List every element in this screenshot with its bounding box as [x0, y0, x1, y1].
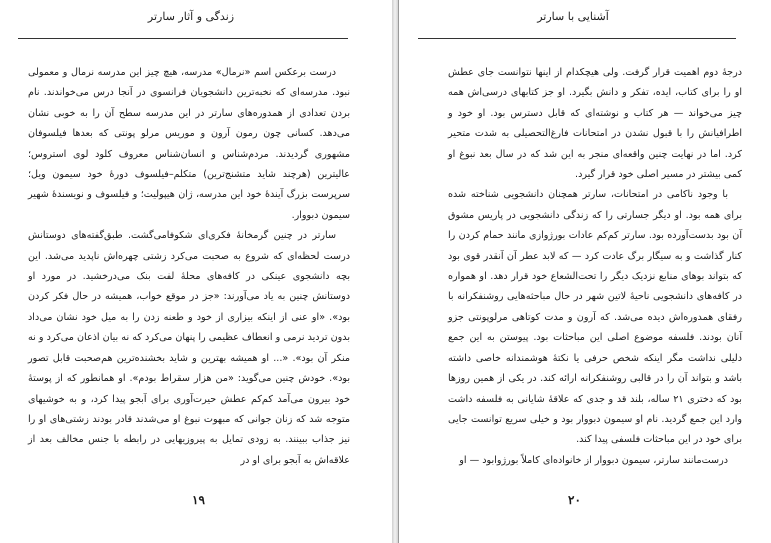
paragraph: درست‌مانند سارتر، سیمون دبووار از خانواده‌ای کاملاً بورژوابود — او: [459, 454, 728, 466]
running-head-right: آشنایی با سارتر: [537, 10, 609, 23]
paragraph: سارتر در چنین گرمخانهٔ فکری‌ای شکوفامی‌گشت. طبق‌گفته‌های دوستانش درست لحظه‌ای که شروع به صحبت می‌کرد زشتی چهره‌اش ناپدید می‌شد. این بچه دانشجوی عینکی در کافه‌های محلهٔ لفت بنک می‌درخشید. در مورد او دوستانش چنین به یاد می‌آورند: «جز در موقع خواب، همیشه در حال فکر کردن بود». «او عنی از اینکه بیزاری از خود و طعنه زدن را به میل خود نشان می‌داد بدون تردید نرمی و انعطاف عظیمی را پنهان می‌کرد که نه بیان اذعان می‌کرد و نه منکر آن بود». «... او همیشه بهترین و شاید بخشنده‌ترین هم‌صحبت قابل تصور بود». خودش چنین می‌گوید: «من هزار سقراط بودم». او همانطور که از پوستهٔ خود بیرون می‌آمد کم‌کم عطش حیرت‌آوری برای آبجو پیدا کرد، و به خوشیهای متوجه شد که زنان جوانی که مبهوت نبوغ او می‌شدند قادر بودند زشتی‌های او را نیز جذاب ببینند. به زودی تمایل به پیروزیهایی در رابطه با جنس مخالف بعد از علاقه‌اش به آبجو برای او در: [28, 230, 350, 466]
header-rule-left: [18, 38, 348, 39]
paragraph: با وجود ناکامی در امتحانات، سارتر همچنان دانشجویی شناخته شده برای همه بود. او دیگر جسارتی را که زندگی دانشجویی در پاریس مشوق آن بود بدست‌آورده بود. سارتر کم‌کم عادات بورژوازی مانند حمام کردن را کنار گذاشت و به سیگار برگ عادت کرد — که لابد عطر آن آنقدر قوی بود که بتواند بوهای منابع نزدیک دیگر را تحت‌الشعاع خود قرار دهد. او همواره در کافه‌های دانشجویی ناحیهٔ لاتین شهر در حال مباحثه‌هایی روشنفکرانه با رفقای همدوره‌اش دیده می‌شد. که آرون و مدت کوتاهی مرلوپونتی جزو آنان بودند. فلسفه موضوع اصلی این مباحثات بود. پیوستن به این جمع دلیلی نداشت مگر اینکه شخص حرفی یا نکتهٔ هوشمندانه خاصی داشته باشد و بتواند آن را در قالبی روشنفکرانه ارائه کند. در یکی از همین روزها بود که دختری ۲۱ ساله، بلند قد و جدی که علاقهٔ شایانی به فلسفه داشت وارد این جمع گردید. نام او سیمون دبووار بود و خیلی سریع توانست جایی برای خود در این مباحثات فلسفی پیدا کند.: [448, 189, 742, 446]
paragraph: درست برعکس اسم «نرمال» مدرسه، هیچ چیز این مدرسه نرمال و معمولی نبود. مدرسه‌ای که نخبه‌ترین دانشجویان فرانسوی در آنجا درس می‌خواندند. نام بردن تعدادی از همدوره‌های سارتر در این مدرسه سطح آن را به خوبی نشان می‌دهد. کسانی چون رمون آرون و موریس مرلو پونتی که بعدها فیلسوفان مشهوری گردیدند. مردم‌شناس و انسان‌شناس معروف کلود لوی استروس؛ عالیترین (هرچند شاید متشنج‌ترین) متکلم–فیلسوف دورهٔ خود سیمون ویل؛ سرپرست بزرگ آیندهٔ خود این مدرسه، ژان هیپولیت؛ و فیلسوف و نویسندهٔ شهیر سیمون دبووار.: [28, 67, 350, 221]
header-rule-right: [418, 38, 736, 39]
page-number-right: ۲۰: [568, 493, 581, 507]
page-number-left: ۱۹: [192, 493, 205, 507]
paragraph: درجهٔ دوم اهمیت قرار گرفت. ولی هیچکدام از اینها نتوانست جای عطش او را برای کتاب، ایده، تفکر و دانش بگیرد. او جز کتابهای درسی‌اش همه چیز می‌خواند — هر کتاب و نوشته‌ای که قابل دسترس بود. او خود و اطرافیانش را با قبول نشدن در امتحانات فارغ‌التحصیلی به شدت متحیر کرد. اما در نهایت چنین واقعه‌ای منجر به این شد که در سال بعد نبوغ او کمی بیشتر در مسیر اصلی خود قرار گیرد.: [448, 67, 742, 181]
body-text-left: [28, 63, 350, 471]
right-page: [398, 0, 771, 543]
running-head-left: زندگی و آثار سارتر: [147, 10, 235, 23]
body-text-right: [448, 63, 742, 471]
